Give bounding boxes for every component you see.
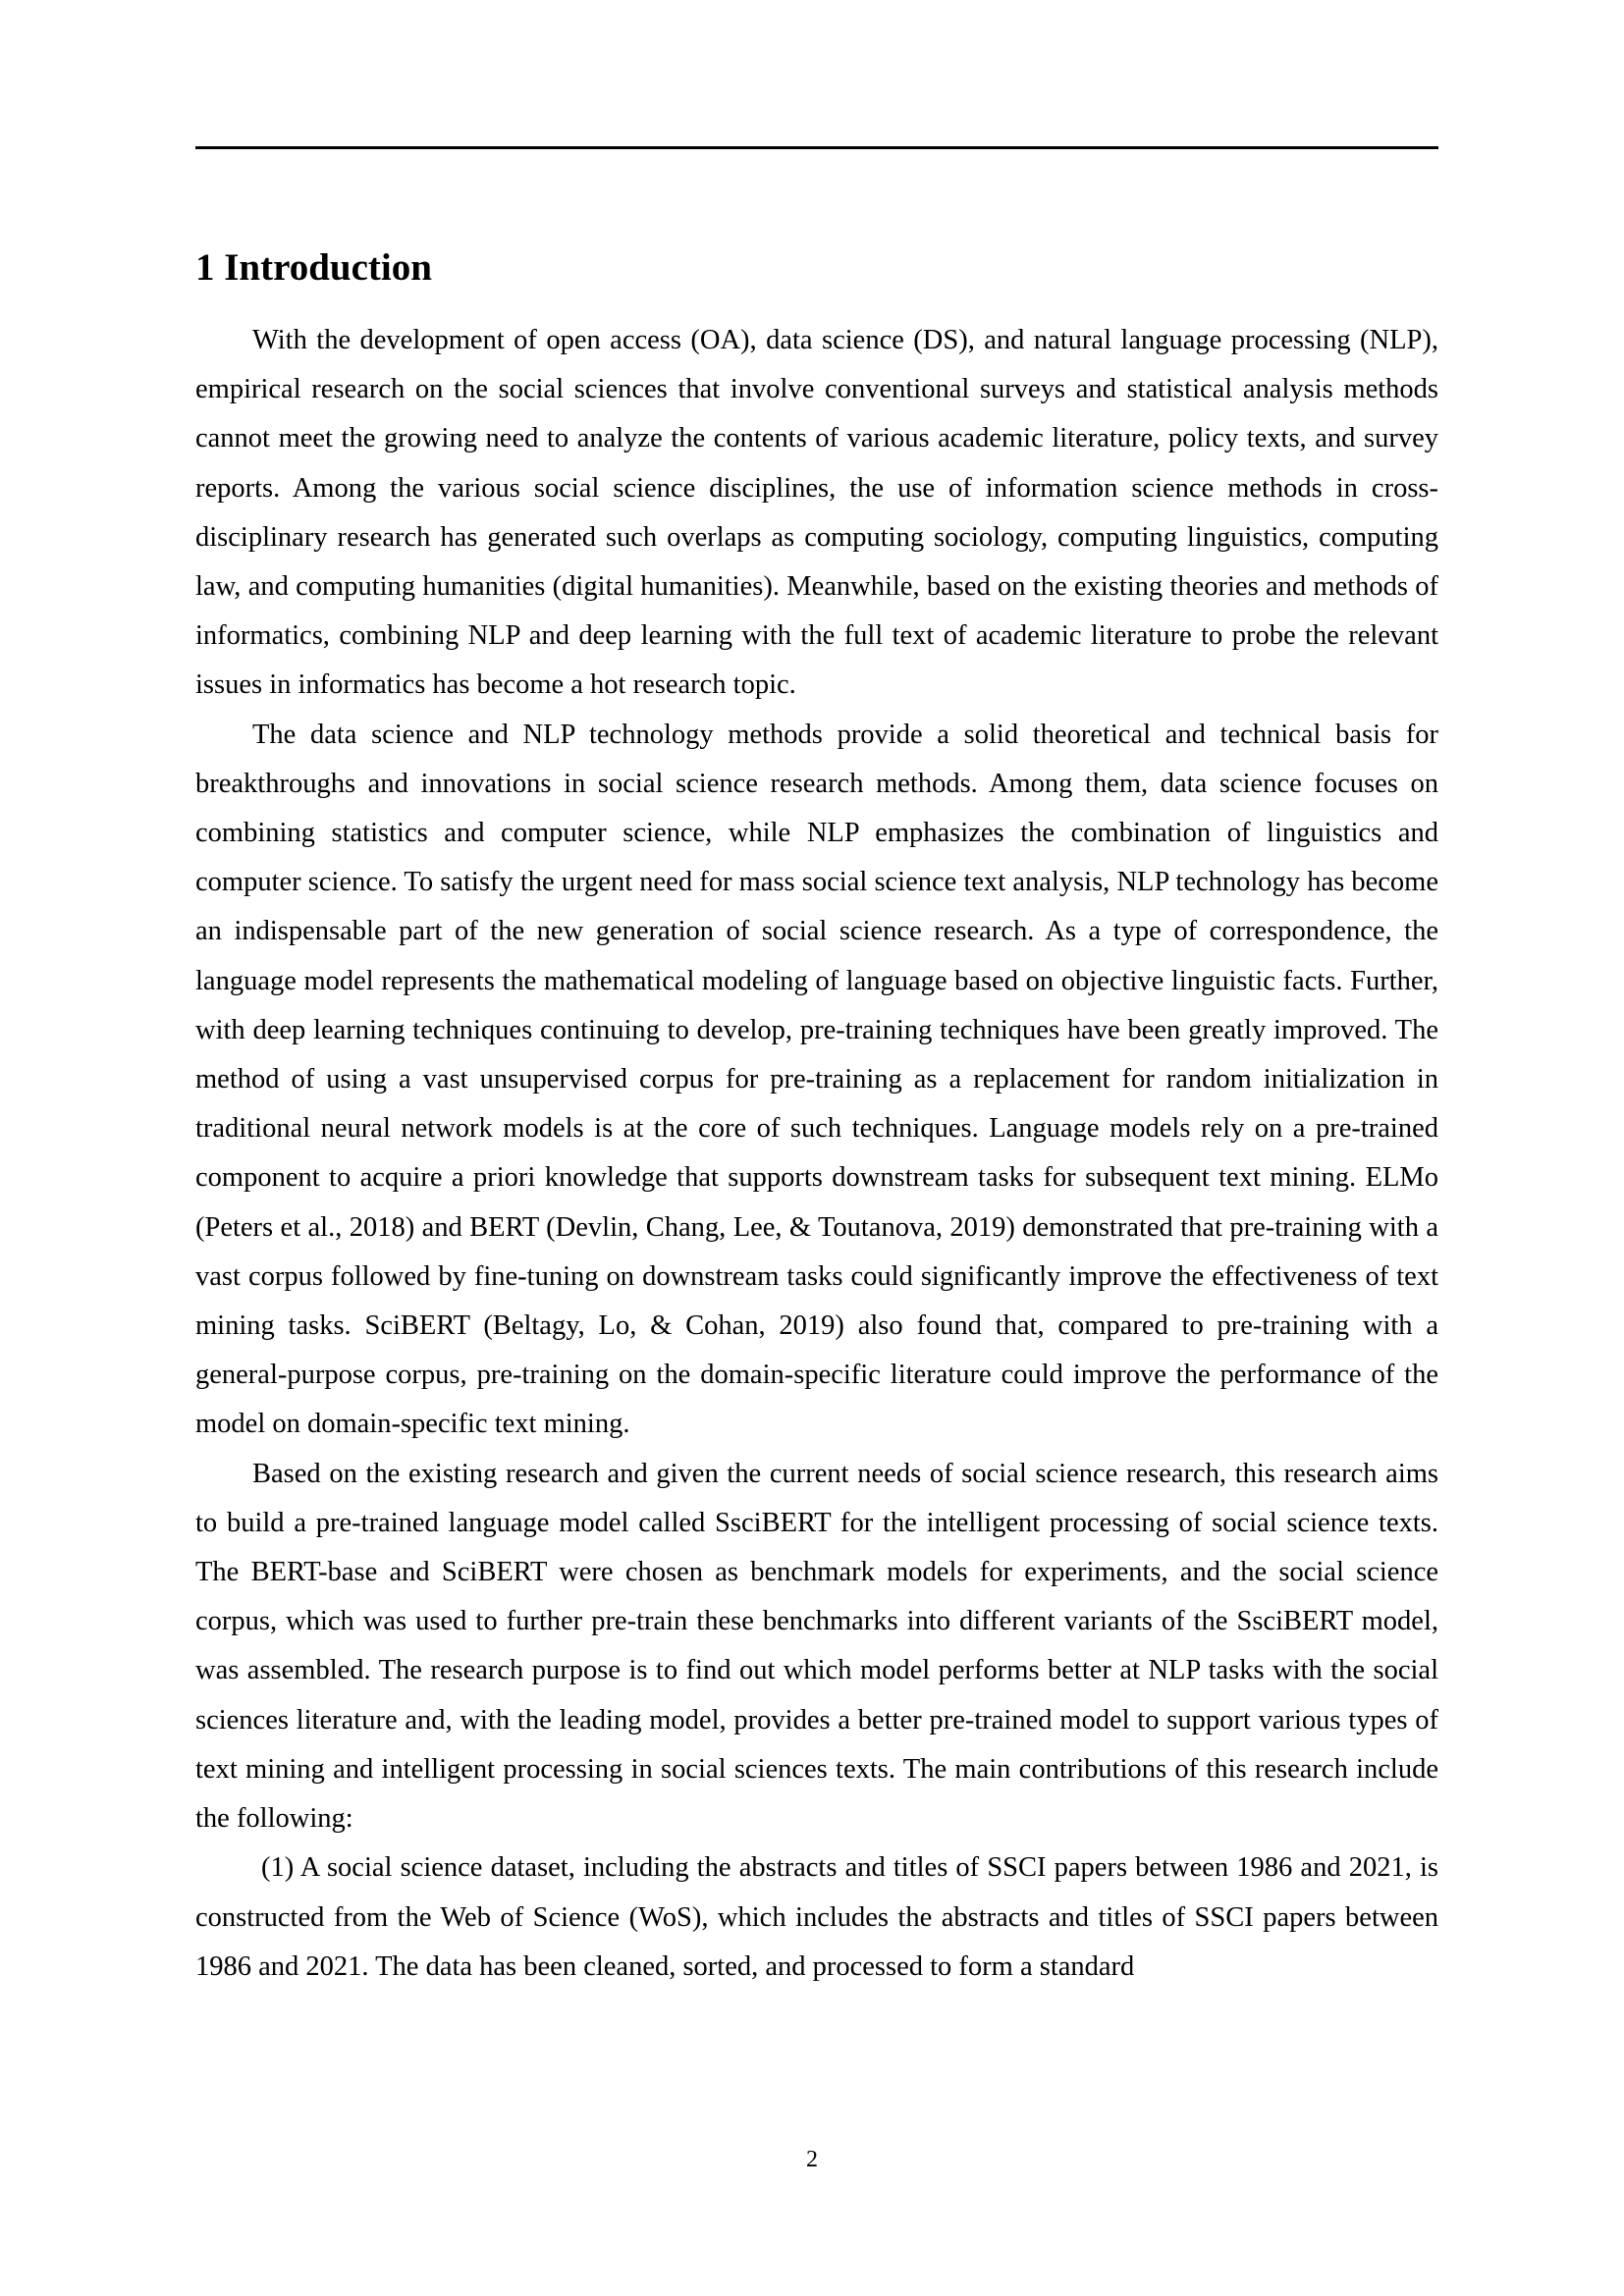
paragraph-nlp-pretraining: The data science and NLP technology methods provide a solid theoretical and technical basis for breakthroughs and innovations in social science research methods. Among them, data science focuses on combining statistics and computer science, while NLP emphasizes the combination of linguistics and computer science. To satisfy the urgent need for mass social science text analysis, NLP technology has become an indispensable part of the new generation of social science research. As a type of correspondence, the language model represents the mathematical modeling of language based on objective linguistic facts. Further, with deep learning techniques continuing to develop, pre-training techniques have been greatly improved. The method of using a vast unsupervised corpus for pre-training as a replacement for random initialization in traditional neural network models is at the core of such techniques. Language models rely on a pre-trained component to acquire a priori knowledge that supports downstream tasks for subsequent text mining. ELMo (Peters et al., 2018) and BERT (Devlin, Chang, Lee, & Toutanova, 2019) demonstrated that pre-training with a vast corpus followed by fine-tuning on downstream tasks could significantly improve the effectiveness of text mining tasks. SciBERT (Beltagy, Lo, & Cohan, 2019) also found that, compared to pre-training with a general-purpose corpus, pre-training on the domain-specific literature could improve the performance of the model on domain-specific text mining. <box>195 719 1438 1440</box>
paragraph-contribution-1: (1) A social science dataset, including the abstracts and titles of SSCI papers between 1986 and 2021, is constructed from the Web of Science (WoS), which includes the abstracts and titles of SSCI papers between 1986 and 2021. The data has been cleaned, sorted, and processed to form a standard <box>195 1852 1438 1982</box>
section-heading: 1 Introduction <box>195 246 432 289</box>
header-rule <box>195 146 1438 149</box>
page-number: 2 <box>806 2147 818 2172</box>
paragraph-research-aim: Based on the existing research and given the current needs of social science research, this research aims to build a pre-trained language model called SsciBERT for the intelligent processing of social science texts. The BERT-base and SciBERT were chosen as benchmark models for experiments, and the social science corpus, which was used to further pre-train these benchmarks into different variants of the SsciBERT model, was assembled. The research purpose is to find out which model performs better at NLP tasks with the social sciences literature and, with the leading model, provides a better pre-trained model to support various types of text mining and intelligent processing in social sciences texts. The main contributions of this research include the following: <box>195 1458 1438 1835</box>
body-text <box>195 316 1438 1992</box>
paragraph-open-access-context: With the development of open access (OA), data science (DS), and natural language processing (NLP), empirical research on the social sciences that involve conventional surveys and statistical analysis methods cannot meet the growing need to analyze the contents of various academic literature, policy texts, and survey reports. Among the various social science disciplines, the use of information science methods in cross-disciplinary research has generated such overlaps as computing sociology, computing linguistics, computing law, and computing humanities (digital humanities). Meanwhile, based on the existing theories and methods of informatics, combining NLP and deep learning with the full text of academic literature to probe the relevant issues in informatics has become a hot research topic. <box>195 325 1438 701</box>
